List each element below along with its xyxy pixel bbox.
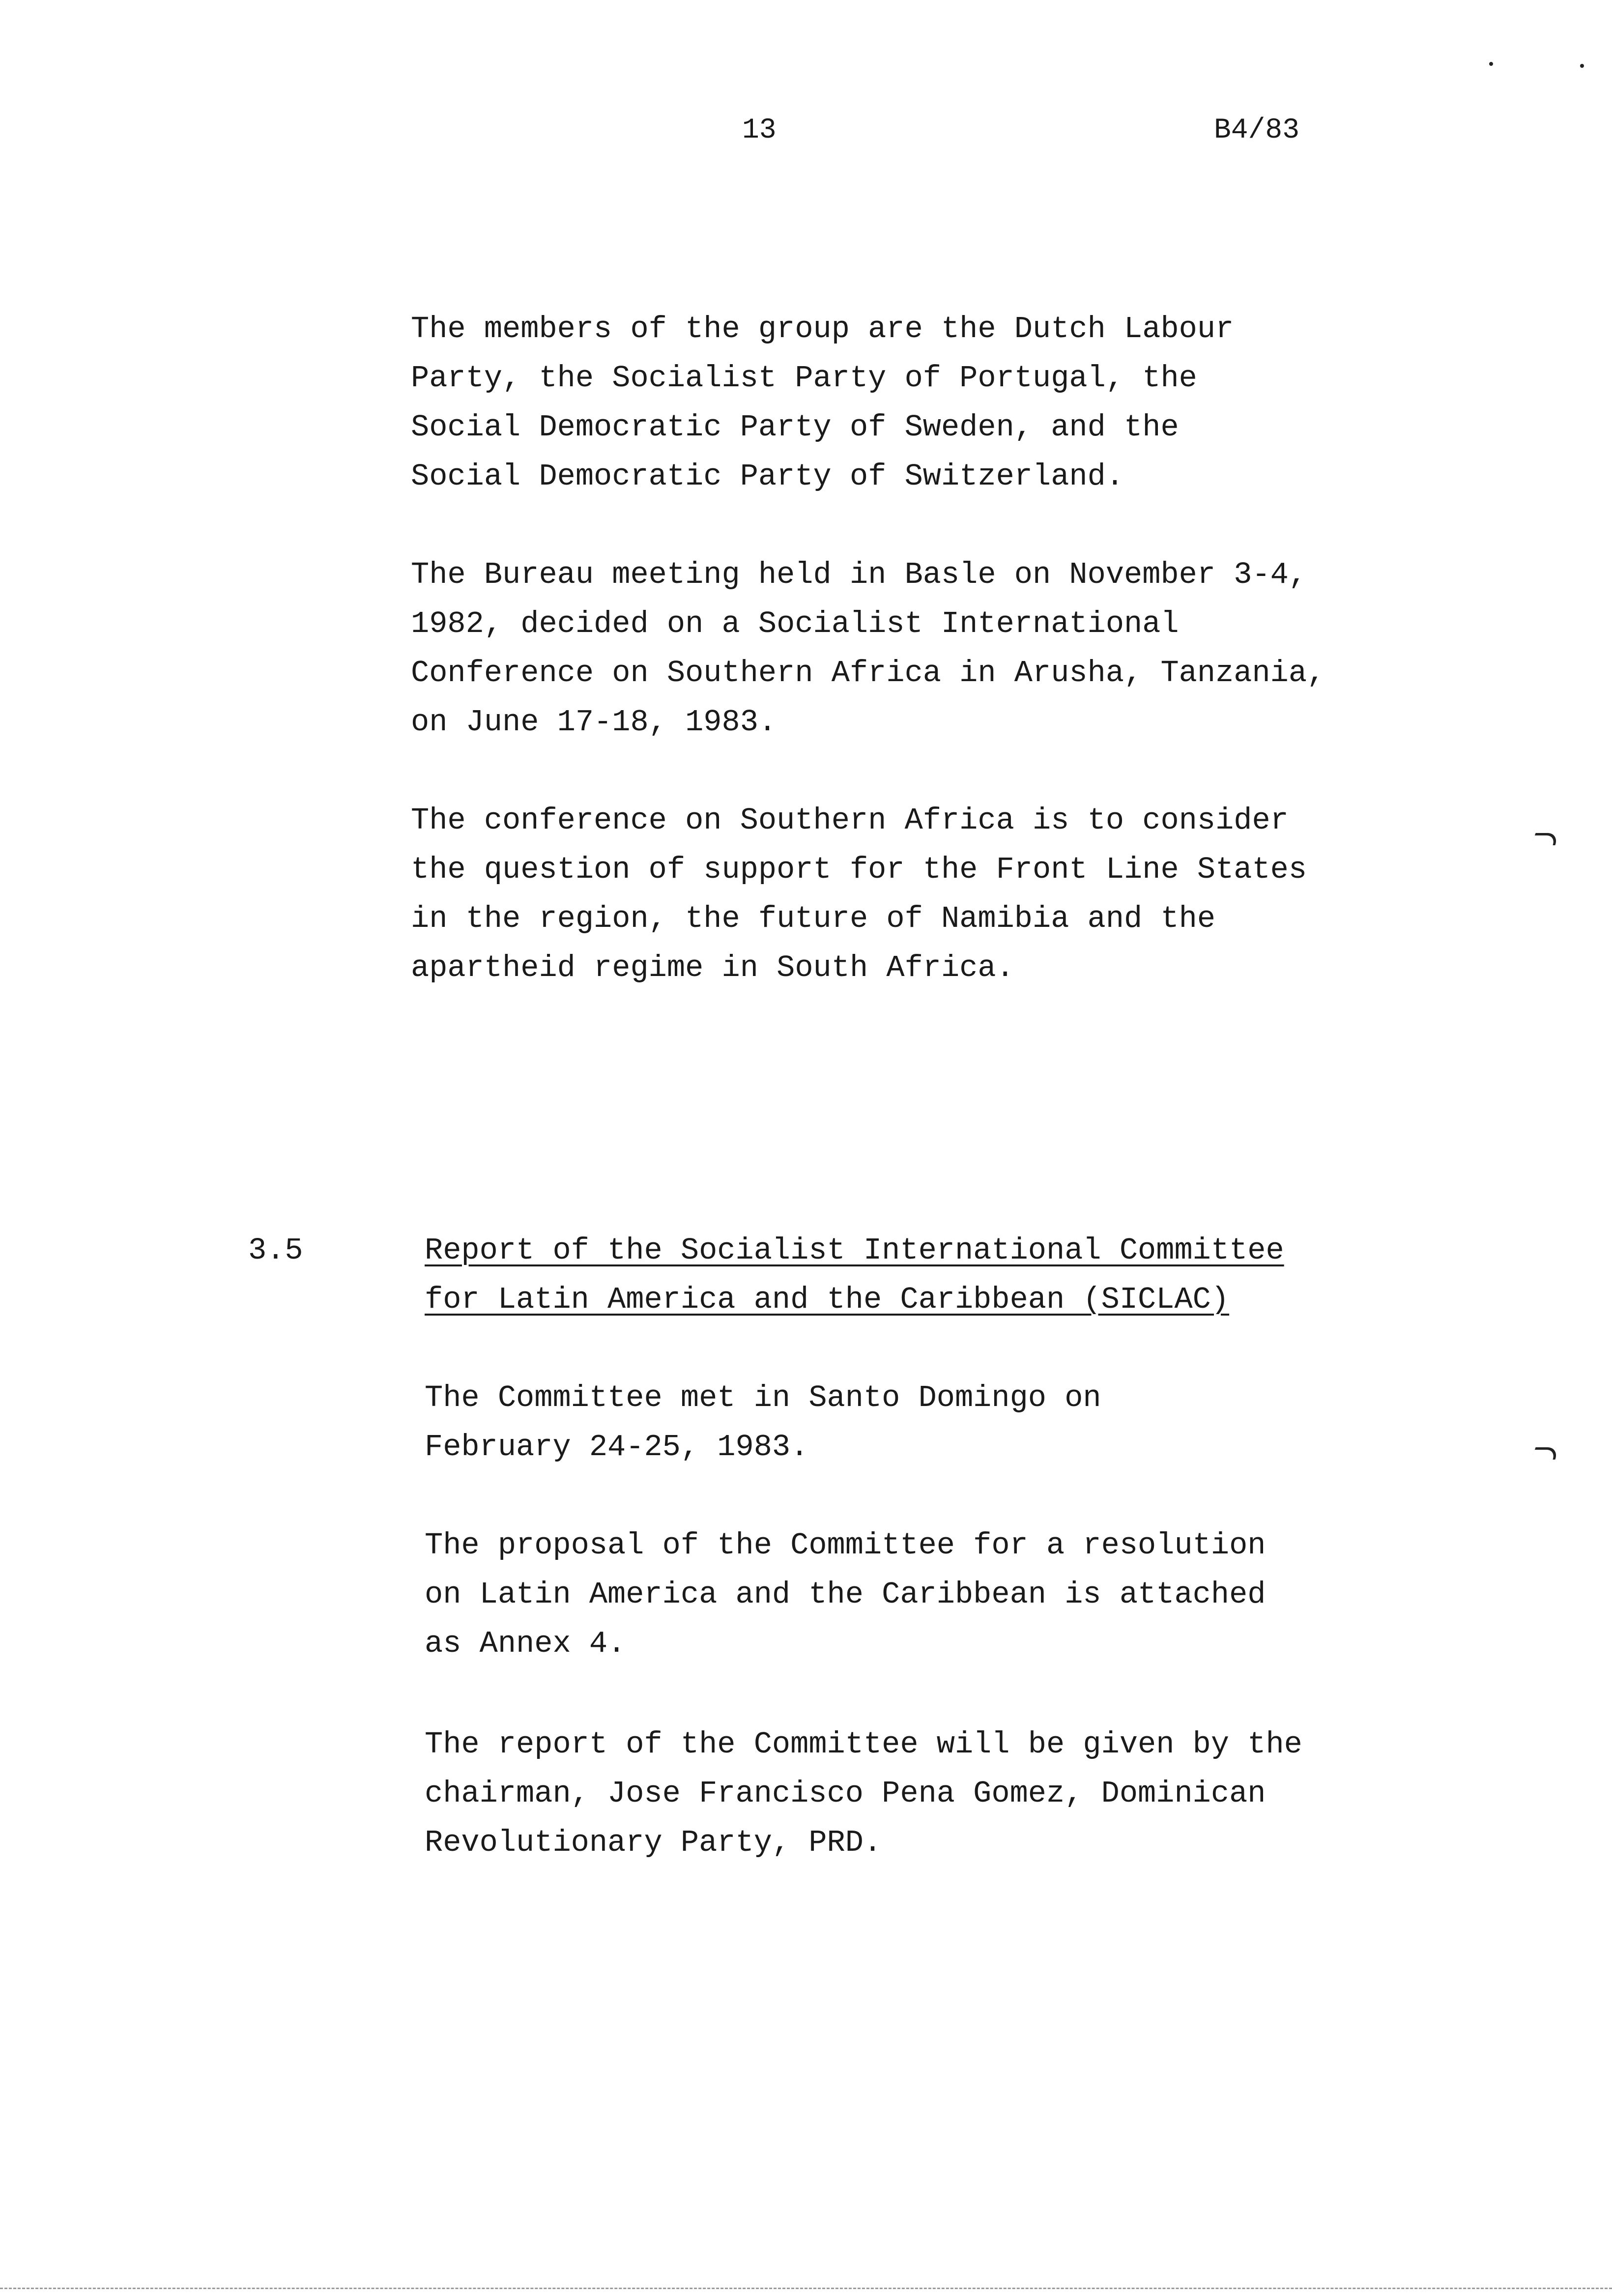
margin-mark-icon (1531, 833, 1559, 845)
text-line: Conference on Southern Africa in Arusha, Tanzania, (411, 656, 1325, 690)
scan-speck (1489, 62, 1493, 66)
paragraph-committee-meeting (425, 1374, 1101, 1472)
heading-line: Report of the Socialist International Committee (425, 1233, 1284, 1268)
section-number: 3.5 (248, 1233, 303, 1268)
text-line: The proposal of the Committee for a resolution (425, 1528, 1266, 1563)
text-line: 1982, decided on a Socialist International (411, 606, 1179, 641)
paragraph-group-members (411, 305, 1234, 501)
text-line: Social Democratic Party of Switzerland. (411, 459, 1124, 494)
text-line: in the region, the future of Namibia and the (411, 901, 1216, 936)
text-line: chairman, Jose Francisco Pena Gomez, Dominican (425, 1776, 1266, 1811)
page-number: 13 (742, 115, 777, 146)
paragraph-conference-scope (411, 796, 1307, 993)
text-line: February 24-25, 1983. (425, 1430, 809, 1464)
text-line: as Annex 4. (425, 1626, 626, 1661)
document-reference: B4/83 (1214, 115, 1300, 146)
text-line: The conference on Southern Africa is to consider (411, 803, 1289, 838)
text-line: The Committee met in Santo Domingo on (425, 1380, 1101, 1415)
text-line: Social Democratic Party of Sweden, and the (411, 410, 1179, 445)
paragraph-bureau-meeting (411, 550, 1325, 747)
text-line: The members of the group are the Dutch Labour (411, 312, 1234, 346)
scan-edge-line (0, 2288, 1612, 2289)
text-line: Revolutionary Party, PRD. (425, 1825, 882, 1860)
heading-line: for Latin America and the Caribbean (SICLAC) (425, 1282, 1230, 1317)
scan-speck (1580, 64, 1584, 68)
text-line: Party, the Socialist Party of Portugal, the (411, 361, 1197, 396)
text-line: on June 17-18, 1983. (411, 705, 777, 740)
section-heading (425, 1226, 1284, 1324)
text-line: The report of the Committee will be given by the (425, 1727, 1302, 1762)
paragraph-resolution-proposal (425, 1521, 1266, 1668)
paragraph-committee-report (425, 1720, 1302, 1867)
text-line: the question of support for the Front Line States (411, 852, 1307, 887)
text-line: apartheid regime in South Africa. (411, 950, 1014, 985)
margin-mark-icon (1531, 1447, 1559, 1460)
text-line: on Latin America and the Caribbean is attached (425, 1577, 1266, 1612)
text-line: The Bureau meeting held in Basle on November 3-4, (411, 557, 1307, 592)
